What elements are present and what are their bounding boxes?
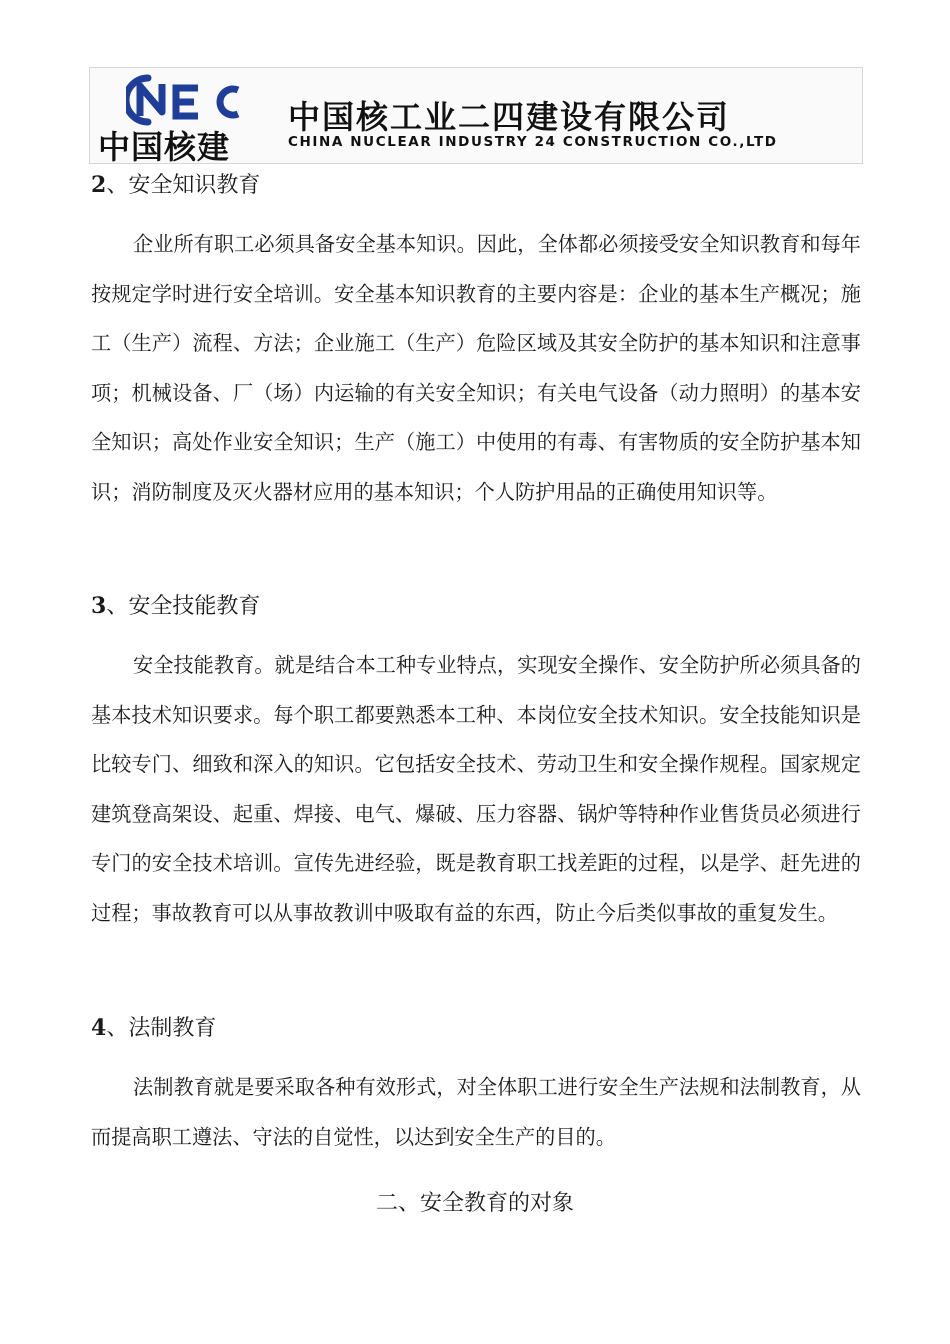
section-heading-4 (91, 1013, 216, 1044)
chapter-title: 二、安全教育的对象 (375, 1191, 574, 1216)
section-number: 4 (91, 1015, 107, 1041)
section-title: 、法制教育 (106, 1016, 217, 1041)
section-body-2: 企业所有职工必须具备安全基本知识。因此，全体都必须接受安全知识教育和每年按规定学时进行安全培训。安全基本知识教育的主要内容是：企业的基本生产概况；施工（生产）流程、方法；企业施工（生产）危险区域及其安全防护的基本知识和注意事项；机械设备、厂（场）内运输的有关安全知识；有关电气设备（动力照明）的基本安全知识；高处作业安全知识；生产（施工）中使用的有毒、有害物质的安全防护基本知识；消防制度及灭火器材应用的基本知识；个人防护用品的正确使用知识等。 (91, 232, 861, 504)
section-body-3: 安全技能教育。就是结合本工种专业特点，实现安全操作、安全防护所必须具备的基本技术知识要求。每个职工都要熟悉本工种、本岗位安全技术知识。安全技能知识是比较专门、细致和深入的知识。它包括安全技术、劳动卫生和安全操作规程。国家规定建筑登高架设、起重、焊接、电气、爆破、压力容器、锅炉等特种作业售货员必须进行专门的安全技术培训。宣传先进经验，既是教育职工找差距的过程，以是学、赶先进的过程；事故教育可以从事故教训中吸取有益的东西，防止今后类似事故的重复发生。 (91, 653, 861, 925)
section-body-4: 法制教育就是要采取各种有效形式，对全体职工进行安全生产法规和法制教育，从而提高职工遵法、守法的自觉性，以达到安全生产的目的。 (91, 1075, 861, 1149)
letterhead (89, 67, 863, 164)
section-number: 3 (91, 593, 107, 619)
logo-chinese-name: 中国核建 (98, 128, 231, 166)
section-heading-3 (91, 591, 260, 622)
section-number: 2 (91, 172, 107, 198)
cnec-logo-icon (126, 72, 246, 128)
company-name-english: CHINA NUCLEAR INDUSTRY 24 CONSTRUCTION CO.,LTD (288, 134, 778, 150)
section-title: 、安全技能教育 (106, 594, 261, 619)
section-title: 、安全知识教育 (106, 173, 261, 198)
section-heading-2 (91, 170, 260, 201)
company-name-chinese: 中国核工业二四建设有限公司 (288, 98, 731, 136)
